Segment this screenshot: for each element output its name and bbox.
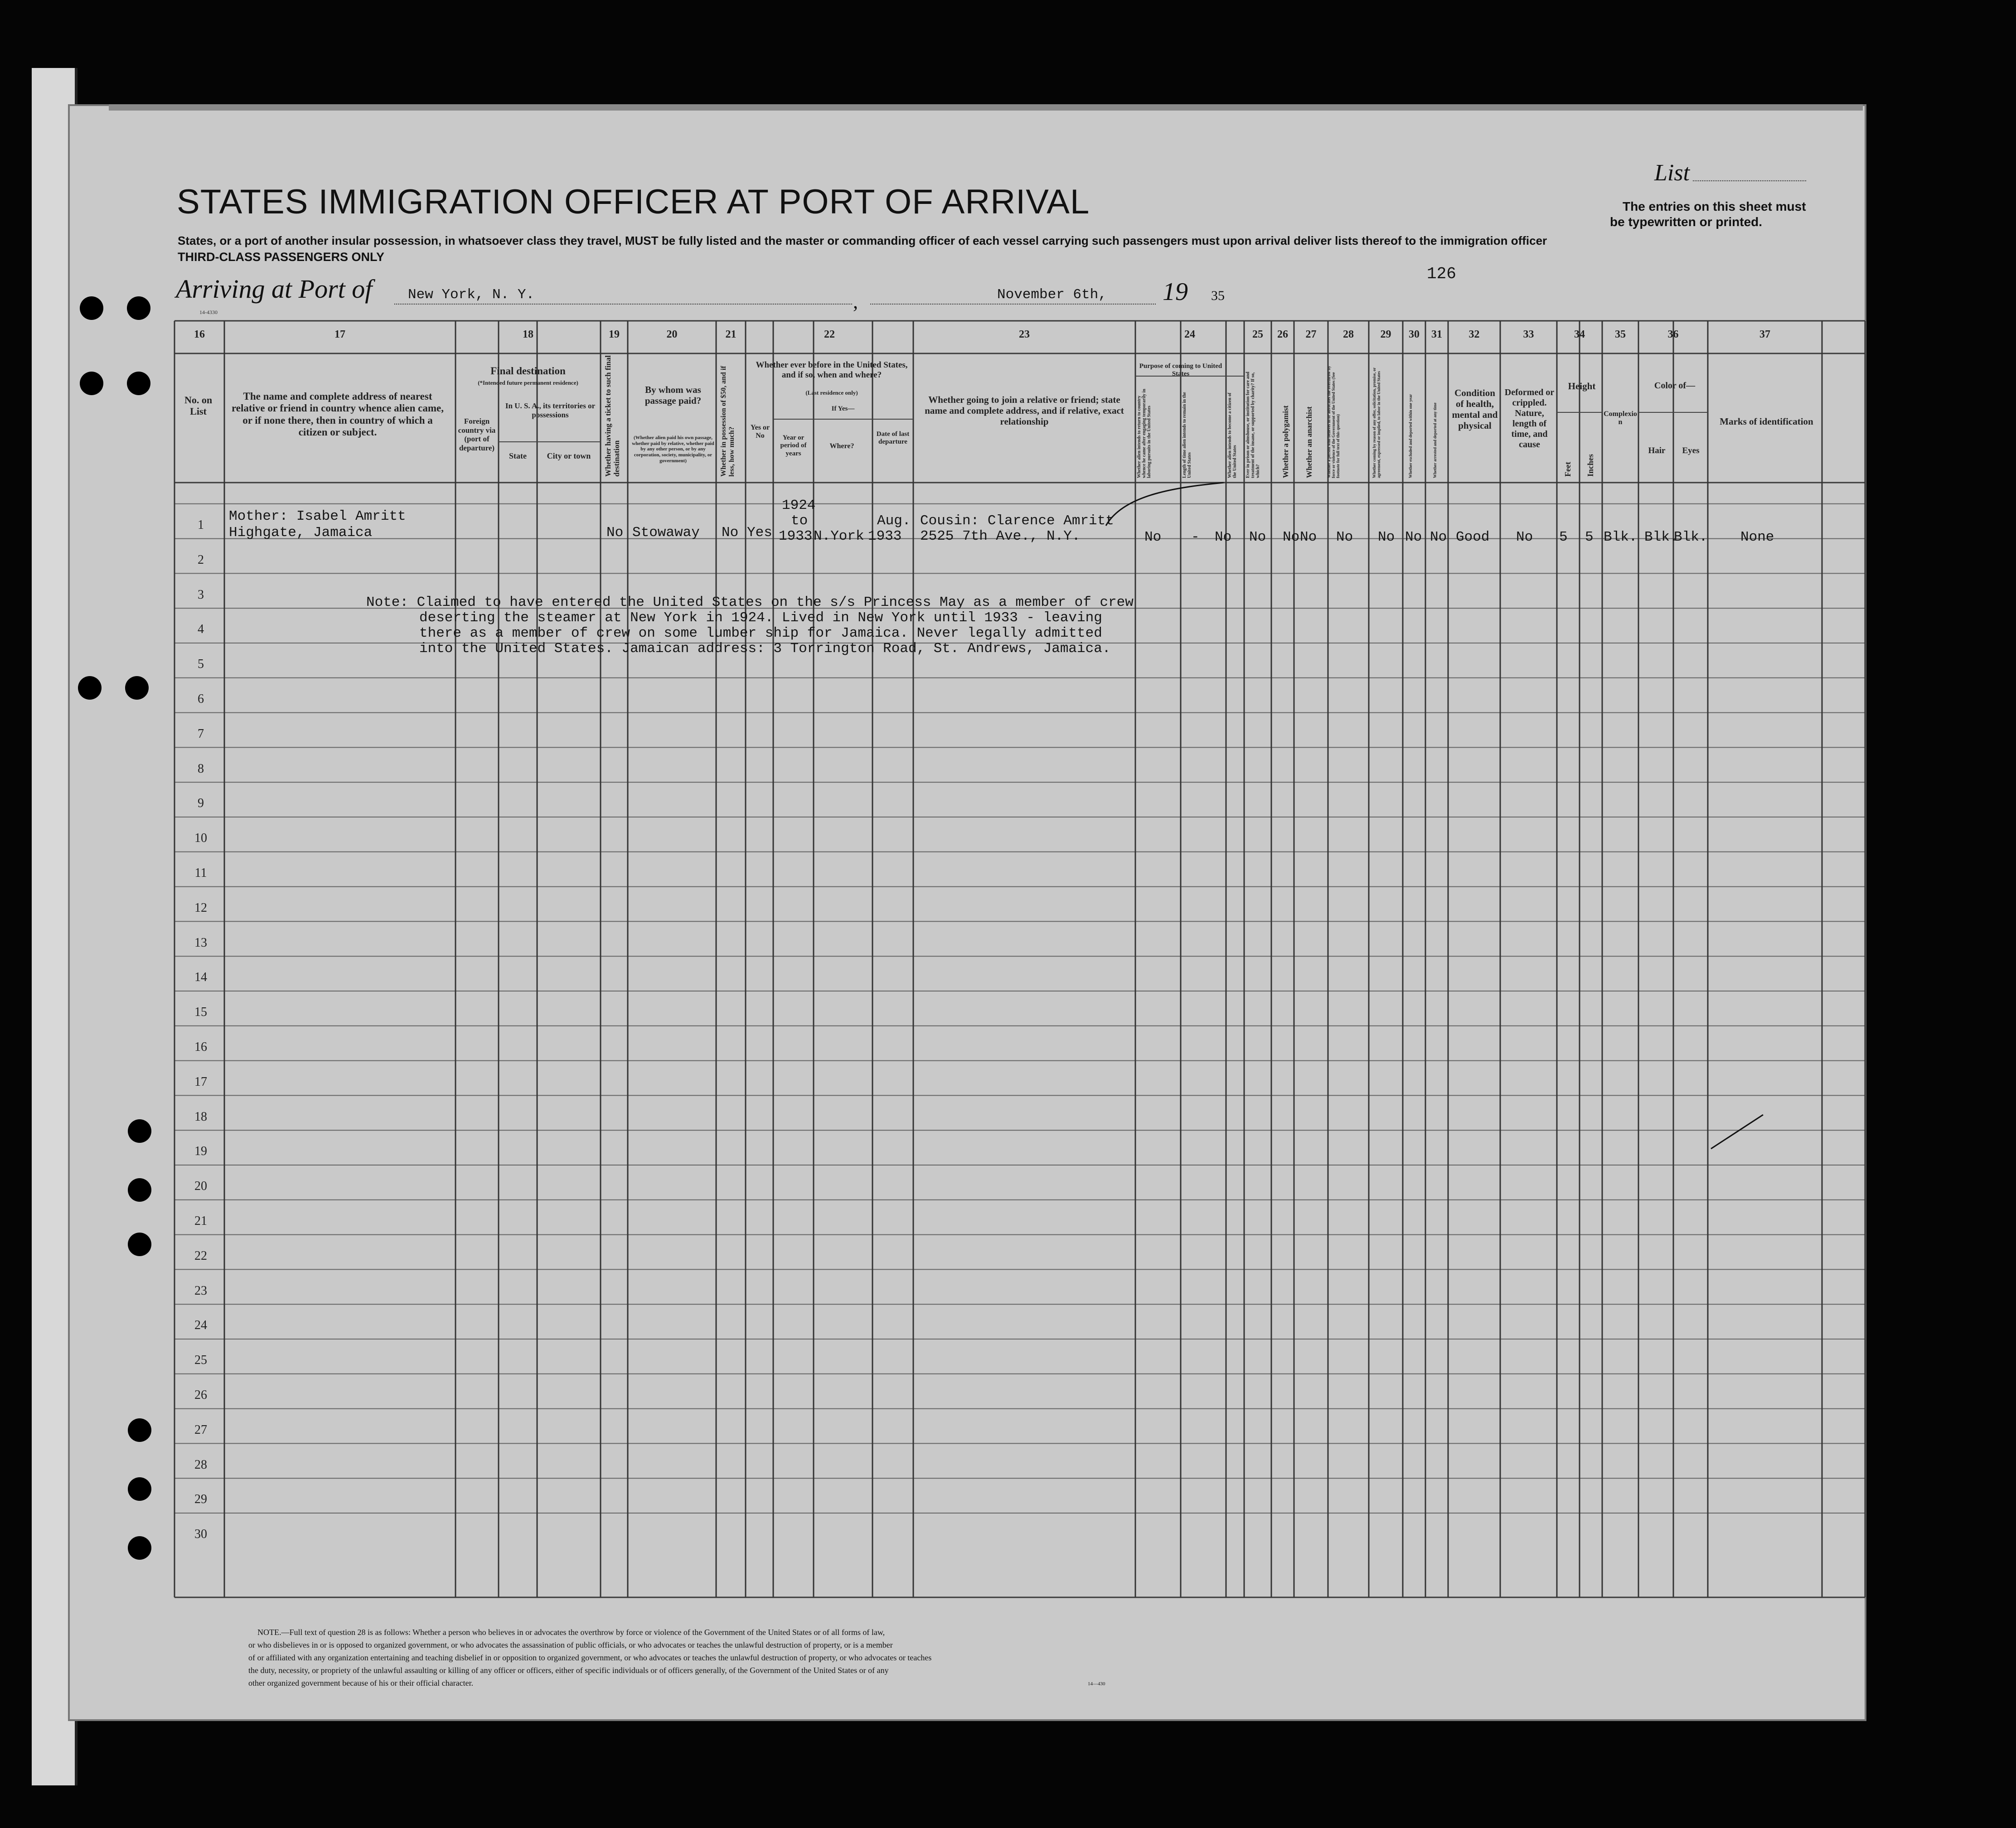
header-labor-offer: Whether coming by reason of any offer, solicitation, promise, or agreement, expressed or implied, to labor in the United States: [1372, 368, 1381, 478]
header-final-destination: Final destination: [490, 365, 566, 377]
row-number: 30: [194, 1527, 207, 1542]
column-number: 27: [1305, 329, 1317, 340]
row-number: 15: [194, 1005, 207, 1020]
column-number: 35: [1615, 329, 1626, 340]
row-number: 28: [194, 1457, 207, 1472]
header-in-usa: In U. S. A., its territories or possessions: [505, 401, 596, 419]
header-hair: Hair: [1648, 446, 1666, 455]
row-number: 8: [198, 761, 204, 776]
header-no-on-list: No. on List: [184, 394, 213, 417]
header-nearest-relative: The name and complete address of nearest relative or friend in country whence alien came, or if none there, then in country of which a citizen or subject.: [231, 391, 444, 438]
entry-polygamist: No: [1283, 529, 1300, 545]
date-value: November 6th,: [997, 287, 1107, 303]
row-number: 23: [194, 1283, 207, 1298]
column-number: 37: [1759, 329, 1770, 340]
row-number: 25: [194, 1353, 207, 1368]
header-year-period: Year or period of years: [780, 434, 807, 457]
column-number: 32: [1468, 329, 1480, 340]
entry-complexion: Blk.: [1604, 529, 1638, 545]
column-number: 25: [1252, 329, 1263, 340]
row-number: 9: [198, 796, 204, 811]
header-deformed: Deformed or crippled. Nature, length of time, and cause: [1504, 387, 1555, 450]
entry-inches: 5: [1585, 529, 1594, 545]
entry-relative-address: Highgate, Jamaica: [229, 525, 373, 541]
column-number: 28: [1343, 329, 1354, 340]
entry-prison: No: [1249, 529, 1266, 545]
entry-overthrow: No: [1336, 529, 1353, 545]
entry-before-in-us: Yes: [747, 525, 772, 541]
row-number: 10: [194, 831, 207, 846]
column-number: 24: [1184, 329, 1195, 340]
year-prefix: 19: [1163, 278, 1188, 306]
column-number: 18: [523, 329, 533, 340]
header-foreign-country: Foreign country via (port of departure): [458, 417, 496, 452]
header-yes-or-no: Yes or No: [750, 424, 770, 440]
note-line3: there as a member of crew on some lumber ship for Jamaica. Never legally admitted: [419, 625, 1102, 641]
row-number: 14: [194, 970, 207, 985]
row-number: 5: [198, 657, 204, 672]
row-number: 17: [194, 1074, 207, 1089]
column-number: 22: [824, 329, 835, 340]
entry-deformed: No: [1516, 529, 1533, 545]
header-eyes: Eyes: [1682, 446, 1700, 455]
column-number: 29: [1380, 329, 1391, 340]
entry-last-departure-month: Aug.: [877, 513, 911, 529]
footnote-line1: NOTE.—Full text of question 28 is as follows: Whether a person who believes in or advocates the overthrow by force or violence of the Government of the United States or of all forms of law,: [257, 1628, 885, 1637]
header-has-50: Whether in possession of $50, and if less, how much?: [720, 366, 736, 477]
entry-where: N.York: [814, 528, 864, 544]
entry-labor-offer: No: [1378, 529, 1395, 545]
header-by-whom-paid: By whom was passage paid?: [645, 384, 702, 406]
row-number: 4: [198, 622, 204, 637]
year-suffix: 35: [1211, 288, 1225, 303]
entry-joining-name: Cousin: Clarence Amritt: [920, 513, 1114, 529]
port-line: [394, 304, 852, 305]
entry-health: Good: [1456, 529, 1490, 545]
footnote-line4: the duty, necessity, or propriety of the unlawful assaulting or killing of any officer or officers, either of specific individuals or of officers generally, of the Government of the United States or of any: [248, 1666, 889, 1675]
entry-joining-address: 2525 7th Ave., N.Y.: [920, 528, 1081, 544]
typewritten-notice-line1: The entries on this sheet must: [1623, 199, 1806, 213]
row-number: 18: [194, 1109, 207, 1124]
header-height: Height: [1568, 381, 1596, 392]
entry-passage-paid: Stowaway: [632, 525, 700, 541]
entry-last-departure-year: 1933: [868, 528, 902, 544]
form-title: STATES IMMIGRATION OFFICER AT PORT OF ARRIVAL: [177, 183, 1090, 221]
header-color-of: Color of—: [1654, 381, 1696, 391]
entry-hair: Blk.: [1644, 529, 1678, 545]
entry-length-stay: -: [1191, 529, 1200, 545]
column-number: 23: [1019, 329, 1030, 340]
header-feet: Feet: [1563, 462, 1572, 477]
row-number: 16: [194, 1040, 207, 1054]
row-number: 20: [194, 1179, 207, 1194]
entry-anarchist: No: [1300, 529, 1317, 545]
entry-excluded: No: [1405, 529, 1422, 545]
row-number: 29: [194, 1492, 207, 1507]
entry-year-start: 1924: [782, 498, 816, 513]
footnote-line2: or who disbelieves in or is opposed to organized government, or who advocates the assassination of public officials, or who advocates or teaches the unlawful destruction of property, or is a member: [248, 1640, 893, 1649]
column-number: 21: [725, 329, 737, 340]
header-polygamist: Whether a polygamist: [1281, 405, 1290, 478]
column-number: 30: [1409, 329, 1420, 340]
entry-return-intent: No: [1144, 529, 1162, 545]
footnote-line3: of or affiliated with any organization entertaining and teaching disbelief in or opposition to organized government, or who advocates or teaches the unlawful destruction of property, or who advocates or teaches: [248, 1653, 932, 1662]
row-number: 19: [194, 1144, 207, 1159]
row-number: 12: [194, 900, 207, 915]
header-inches: Inches: [1586, 454, 1595, 477]
entry-year-end: 1933: [779, 528, 813, 544]
header-length-of-stay: Length of time alien intends to remain in the United States: [1182, 392, 1192, 478]
list-line: [1693, 180, 1806, 181]
header-overthrow: Whether a person who believes in or advocates the overthrow by force or violence of the Government of the United States (See footnote for full text of this question): [1327, 366, 1340, 478]
form-instructions: States, or a port of another insular possession, in whatsoever class they travel, MUST be fully listed and the master or commanding officer of each vessel carrying such passengers must upon arrival deliver lists thereof to the immigration officer: [178, 234, 1547, 247]
entry-relative-name: Mother: Isabel Amritt: [229, 508, 406, 524]
class-label: THIRD-CLASS PASSENGERS ONLY: [178, 250, 385, 264]
note-line1: Note: Claimed to have entered the United States on the s/s Princess May as a member of crew: [366, 595, 1134, 610]
column-number: 16: [194, 329, 205, 340]
header-purpose: Purpose of coming to United States: [1139, 363, 1222, 378]
row-number: 6: [198, 692, 204, 706]
row-number: 1: [198, 518, 204, 532]
sheet-number: 126: [1427, 265, 1456, 283]
row-number: 7: [198, 726, 204, 741]
entry-ticket: No: [606, 525, 624, 541]
row-number: 21: [194, 1214, 207, 1228]
row-number: 2: [198, 552, 204, 567]
date-line: [870, 304, 1156, 305]
row-number: 27: [194, 1422, 207, 1437]
footnote-code: 14—430: [1088, 1681, 1105, 1687]
row-number: 11: [194, 866, 207, 880]
header-date-last-departure: Date of last departure: [876, 430, 910, 446]
row-number: 24: [194, 1318, 207, 1333]
header-where: Where?: [829, 442, 854, 450]
entry-eyes: Blk.: [1674, 529, 1708, 545]
header-complexion: Complexion: [1604, 410, 1637, 426]
row-number: 13: [194, 935, 207, 950]
note-line2: deserting the steamer at New York in 1924. Lived in New York until 1933 - leaving: [419, 610, 1102, 626]
header-if-yes: If Yes—: [831, 405, 855, 412]
typewritten-notice-line2: be typewritten or printed.: [1610, 215, 1763, 229]
header-ever-before: Whether ever before in the United States, and if so, when and where?: [756, 360, 908, 380]
header-excluded: Whether excluded and deported within one year: [1408, 394, 1413, 478]
form-code: 14-4330: [199, 309, 218, 315]
column-number: 34: [1574, 329, 1585, 340]
entry-citizen-intent: No: [1215, 529, 1232, 545]
header-final-destination-note: (*Intended future permanent residence): [478, 379, 578, 386]
column-number: 26: [1277, 329, 1288, 340]
footnote-line5: other organized government because of his or their official character.: [248, 1678, 474, 1688]
entry-year-to: to: [791, 513, 808, 529]
column-number: 20: [666, 329, 678, 340]
header-arrested: Whether arrested and deported at any time: [1433, 402, 1437, 478]
note-line4: into the United States. Jamaican address: 3 Torrington Road, St. Andrews, Jamaica.: [419, 641, 1111, 657]
port-value: New York, N. Y.: [408, 287, 535, 303]
column-number: 36: [1667, 329, 1679, 340]
header-ever-before-note: (Last residence only): [805, 389, 858, 396]
entry-has-50: No: [722, 525, 739, 541]
comma: ,: [853, 290, 858, 313]
header-joining-relative: Whether going to join a relative or friend; state name and complete address, and if relative, exact relationship: [925, 394, 1124, 427]
header-citizen-intent: Whether alien intends to become a citizen of the United States: [1227, 392, 1237, 478]
header-by-whom-note: (Whether alien paid his own passage, whether paid by relative, whether paid by any other person, or by any corporation, society, municipality, or government): [632, 435, 714, 464]
arriving-label: Arriving at Port of: [176, 274, 373, 304]
header-state: State: [509, 451, 527, 460]
column-number: 31: [1431, 329, 1442, 340]
header-city: City or town: [547, 451, 591, 460]
entry-feet: 5: [1559, 529, 1568, 545]
list-label: List: [1654, 160, 1690, 186]
row-number: 26: [194, 1388, 207, 1402]
entry-marks: None: [1740, 529, 1774, 545]
column-number: 19: [609, 329, 620, 340]
row-number: 22: [194, 1248, 207, 1263]
column-number: 17: [334, 329, 345, 340]
entry-arrested: No: [1430, 529, 1447, 545]
row-number: 3: [198, 587, 204, 602]
header-anarchist: Whether an anarchist: [1305, 406, 1313, 478]
header-condition-health: Condition of health, mental and physical: [1452, 387, 1498, 431]
column-number: 33: [1523, 329, 1534, 340]
header-return-intent: Whether alien intends to return to country whence he came after engaging temporarily in laboring pursuits in the United States: [1137, 389, 1152, 478]
header-marks: Marks of identification: [1720, 416, 1813, 427]
header-prison: Ever in prison or almshouse, or institution for care and treatment of the insane, or supported by charity? If so, which?: [1245, 372, 1260, 478]
header-ticket: Whether having a ticket to such final destination: [604, 355, 621, 477]
